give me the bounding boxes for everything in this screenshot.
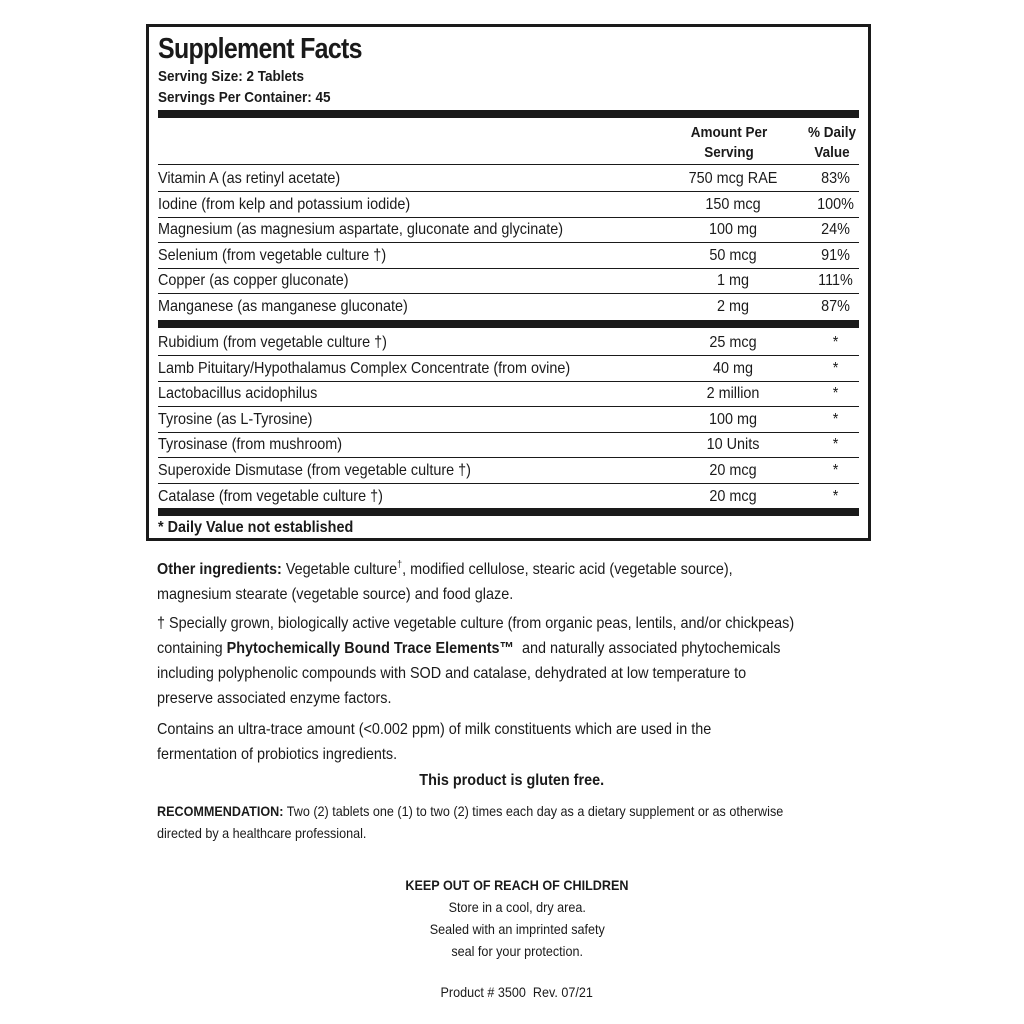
nutrient-daily-value: * — [832, 334, 839, 351]
nutrient-name: Tyrosine (as L-Tyrosine) — [158, 410, 313, 428]
nutrient-name: Rubidium (from vegetable culture †) — [158, 334, 387, 351]
recommendation: RECOMMENDATION: Two (2) tablets one (1) to two (2) times each day as a dietary supplement or as otherwise directed by a healthcare professional. — [157, 803, 784, 841]
nutrient-daily-value: * — [832, 462, 839, 479]
nutrient-name: Copper (as copper gluconate) — [158, 272, 349, 290]
table-row — [158, 166, 859, 191]
nutrient-daily-value: * — [832, 436, 839, 454]
nutrient-amount: 40 mg — [712, 359, 754, 377]
nutrient-amount: 150 mcg — [705, 195, 761, 213]
nutrient-amount: 750 mcg RAE — [688, 170, 778, 187]
nutrient-name: Lactobacillus acidophilus — [158, 385, 318, 403]
table-row — [158, 217, 859, 242]
nutrient-name: Manganese (as manganese gluconate) — [158, 298, 408, 315]
warning-keep-out-of-reach: KEEP OUT OF REACH OF CHILDREN — [405, 877, 629, 893]
table-row — [158, 243, 859, 268]
nutrient-daily-value: 100% — [817, 195, 854, 213]
nutrient-daily-value: 91% — [821, 246, 850, 264]
nutrient-daily-value: 111% — [818, 272, 853, 290]
nutrient-amount: 50 mcg — [709, 246, 757, 264]
storage-line: Sealed with an imprinted safety — [429, 921, 605, 937]
table-row — [158, 432, 859, 457]
nutrient-name: Lamb Pituitary/Hypothalamus Complex Concentrate (from ovine) — [158, 359, 571, 377]
product-number: Product # 3500 Rev. 07/21 — [440, 984, 594, 1000]
nutrient-daily-value: * — [832, 385, 839, 403]
nutrient-amount: 100 mg — [708, 221, 758, 239]
nutrient-daily-value: * — [832, 487, 839, 505]
divider-thick-bottom — [158, 508, 859, 516]
nutrient-daily-value: 24% — [821, 221, 850, 239]
serving-size: Serving Size: 2 Tablets — [158, 68, 305, 85]
nutrient-name: Selenium (from vegetable culture †) — [158, 246, 387, 264]
table-row — [158, 484, 859, 509]
nutrient-name: Superoxide Dismutase (from vegetable culture †) — [158, 462, 471, 479]
nutrient-amount: 2 mg — [716, 298, 750, 315]
nutrient-daily-value: 87% — [821, 298, 850, 315]
nutrient-amount: 2 million — [706, 385, 760, 403]
nutrient-name: Tyrosinase (from mushroom) — [158, 436, 343, 454]
milk-constituents-note: Contains an ultra-trace amount (<0.002 ppm) of milk constituents which are used in the fermentation of probiotics ingredients. — [157, 721, 712, 763]
table-row — [158, 192, 859, 217]
nutrient-daily-value: 83% — [821, 170, 850, 187]
nutrient-amount: 20 mcg — [709, 462, 757, 479]
table-row — [158, 268, 859, 293]
table-row — [158, 407, 859, 432]
column-header-amount: Amount Per Serving — [690, 124, 768, 161]
nutrient-amount: 100 mg — [708, 410, 758, 428]
nutrient-amount: 10 Units — [706, 436, 760, 454]
daily-value-footnote: * Daily Value not established — [158, 519, 354, 536]
divider-thick-middle — [158, 320, 859, 328]
table-row — [158, 381, 859, 406]
table-row — [158, 294, 859, 319]
nutrient-name: Magnesium (as magnesium aspartate, gluconate and glycinate) — [158, 221, 564, 239]
nutrient-daily-value: * — [832, 359, 839, 377]
column-header-daily-value: % Daily Value — [807, 124, 857, 161]
nutrient-amount: 1 mg — [716, 272, 750, 290]
nutrient-name: Iodine (from kelp and potassium iodide) — [158, 195, 411, 213]
divider-thick-top — [158, 110, 859, 118]
vegetable-culture-note: † Specially grown, biologically active vegetable culture (from organic peas, lentils, and/or chickpeas) containing Phytochemically Bound Trace Elements™ and naturally associated phytochemicals including polyphenolic compounds with SOD and catalase, dehydrated at low temperature to preserve associated enzyme factors. — [157, 615, 795, 707]
storage-line: seal for your protection. — [451, 943, 583, 959]
nutrient-name: Vitamin A (as retinyl acetate) — [158, 170, 341, 187]
other-ingredients: Other ingredients: Vegetable culture†, modified cellulose, stearic acid (vegetable source), magnesium stearate (vegetable source) and food glaze. — [157, 559, 733, 603]
servings-per-container: Servings Per Container: 45 — [158, 89, 331, 106]
gluten-free-statement: This product is gluten free. — [419, 772, 605, 789]
table-row — [158, 356, 859, 381]
nutrient-amount: 25 mcg — [709, 334, 757, 351]
storage-line: Store in a cool, dry area. — [448, 899, 586, 915]
table-row — [158, 330, 859, 355]
supplement-facts-panel — [146, 24, 871, 541]
nutrient-amount: 20 mcg — [709, 487, 757, 505]
nutrient-name: Catalase (from vegetable culture †) — [158, 487, 383, 505]
divider — [158, 164, 859, 165]
table-row — [158, 458, 859, 483]
nutrient-daily-value: * — [832, 410, 839, 428]
facts-title: Supplement Facts — [158, 33, 362, 65]
